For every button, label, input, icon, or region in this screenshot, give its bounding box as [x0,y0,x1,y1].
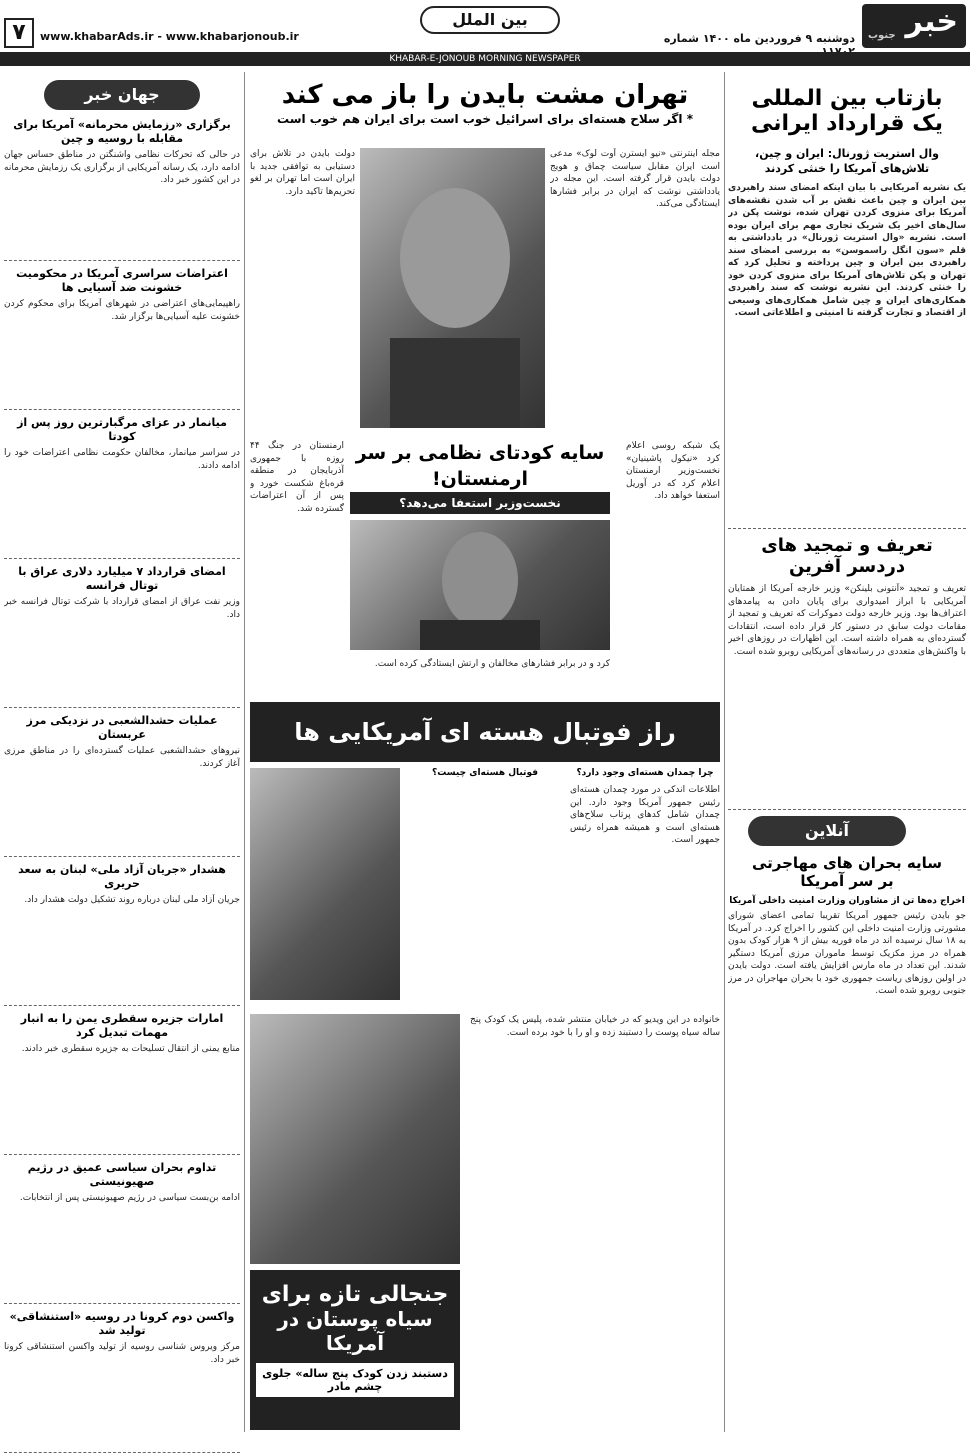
news-body: وزیر نفت عراق از امضای قرارداد با شرکت توتال فرانسه خبر داد. [4,597,240,620]
portrait-image [360,148,545,428]
news-title: امضای قرارداد ۷ میلیارد دلاری عراق با توتال فرانسه [18,565,226,592]
divider [4,1303,240,1304]
masthead [0,0,970,68]
news-title: عملیات حشدالشعبی در نزدیکی مرز عربستان [26,714,218,741]
news-body: در حالی که تحرکات نظامی واشنگتن در مناطق حساس جهان ادامه دارد، یک رسانه آمریکایی از برگزاری یک رزمایش محرمانه در این کشور خبر داد. [4,150,240,185]
s3-title-2: بر سر آمریکا [800,872,894,890]
armenia-body-a: یک شبکه روسی اعلام کرد «نیکول پاشینیان» نخست‌وزیر ارمنستان اعلام کرد که در آوریل استعفا خواهد داد. [626,441,720,501]
news-title: هشدار «جریان آزاد ملی» لبنان به سعد حریری [18,863,226,890]
world-news-badge: جهان خبر [44,80,200,110]
biden-body-a: مجله اینترنتی «نیو ایسترن آوت لوک» مدعی است ایران مقابل سیاست چماق و هویج دولت بایدن قرار گرفته است. این مجله در یادداشتی نوشت که ایران در برابر فشارها ایستادگی می‌کند. [550,149,720,209]
column-rule [244,72,245,1432]
left-column [4,72,240,1432]
news-title: میانمار در عزای مرگبارترین روز پس از کودتا [17,416,227,443]
black-title-1: جنجالی تازه برای [261,1282,449,1307]
armenia-body-c: کرد و در برابر فشارهای مخالفان و ارتش ایستادگی کرده است. [374,659,610,669]
s2-title-1: تعریف و تمجید های [761,535,933,556]
online-badge: آنلاین [748,816,906,846]
subtitle-bar: KHABAR-E-JONOUB MORNING NEWSPAPER [0,52,970,66]
right-column [728,72,966,1432]
section-title: بین الملل [420,6,560,34]
news-title: تداوم بحران سیاسی عمیق در رژیم صهیونیستی [27,1161,217,1188]
pashinyan-photo [350,520,610,650]
biden-body-b: دولت بایدن در تلاش برای دستیابی به توافقی جدید با ایران است اما تهران بر لغو تحریم‌ها تاکید دارد. [250,149,355,197]
divider [4,558,240,559]
armenia-subtitle: نخست‌وزیر استعفا می‌دهد؟ [350,492,610,514]
divider [728,809,966,810]
news-body: مرکز ویروس شناسی روسیه از تولید واکسن استنشاقی کرونا خبر داد. [4,1342,240,1365]
divider [4,707,240,708]
armenia-title: سایه کودتای نظامی بر سر ارمنستان! [355,442,605,490]
divider [4,1154,240,1155]
news-title: امارات جزیره سقطری یمن را به انبار مهمات تبدیل کرد [20,1012,224,1039]
football-section [250,702,720,1006]
news-title: واکسن دوم کرونا در روسیه «استنشاقی» تولید شد [9,1310,235,1337]
s3-title-1: سایه بحران های مهاجرتی [751,854,943,872]
list-item [4,1161,240,1304]
black-body: خانواده در این ویدیو که در خیابان منتشر شده، پلیس یک کودک پنج ساله سیاه پوست را دستبند زده و او را با خود برده است. [470,1015,720,1038]
news-body: جریان آزاد ملی لبنان درباره روند تشکیل دولت هشدار داد. [24,895,240,905]
list-item [4,1310,240,1453]
news-body: نیروهای حشدالشعبی عملیات گسترده‌ای را در مناطق مرزی آغاز کردند. [4,746,240,769]
left-news-list [4,118,240,1453]
black-section [250,1010,720,1434]
list-item [4,267,240,410]
football-sub: چرا چمدان هسته‌ای وجود دارد؟ [576,768,714,778]
black-photo [250,1014,460,1264]
s2-body: تعریف و تمجید «آنتونی بلینکن» وزیر خارجه آمریکا از همتایان آمریکایی با ابراز امیدواری برای پایان دادن به پیامدهای اعتراف‌ها بود. وزیر خارجه دولت دموکرات که تعریف و تمجید از مقامات دولت سابق در دستور کار قرار داده است، انتقادات گسترده‌ای به همراه داشته است. این اظهارات در روزهای اخیر با واکنش‌های متعددی در رسانه‌های آمریکایی روبرو شده است. [728,584,966,657]
news-body: راهپیمایی‌های اعتراضی در شهرهای آمریکا برای محکوم کردن خشونت علیه آسیایی‌ها برگزار شد. [4,299,240,322]
list-item [4,565,240,708]
column-rule [724,72,725,1432]
list-item [4,118,240,261]
armenia-section [250,436,720,698]
news-body: در سراسر میانمار، مخالفان حکومت نظامی اعتراضات خود را ادامه دادند. [4,448,240,471]
black-caption: دستبند زدن کودک پنج ساله» جلوی چشم مادر [256,1363,454,1397]
page-number: ۷ [4,18,34,48]
main-headline: تهران مشت بایدن را باز می کند [281,80,689,110]
news-body: منابع یمنی از انتقال تسلیحات به جزیره سقطری خبر دادند. [21,1044,240,1054]
armenia-body-b: ارمنستان در جنگ ۴۴ روزه با جمهوری آذربایجان در منطقه قره‌باغ شکست خورد و پس از آن اعتراضات گسترده شد. [250,441,344,514]
football-body: اطلاعات اندکی در مورد چمدان هسته‌ای رئیس جمهور آمریکا وجود دارد. این چمدان شامل کدهای پرتاب سلاح‌های هسته‌ای است و همیشه همراه رئیس جمهور است. [570,785,720,845]
news-title: برگزاری «رزمایش محرمانه» آمریکا برای مقابله با روسیه و چین [13,118,231,145]
right-subtitle: وال استریت ژورنال: ایران و چین، تلاش‌های آمریکا را خنثی کردند [755,147,939,175]
websites[interactable]: www.khabarAds.ir - www.khabarjonoub.ir [40,30,299,43]
s2-title-2: دردسر آفرین [788,556,906,577]
main-subheadline: * اگر سلاح هسته‌ای برای اسرائیل خوب است برای ایران هم خوب است [277,112,693,126]
s3-body: جو بایدن رئیس جمهور آمریکا تقریبا تمامی اعضای شورای مشورتی وزارت امنیت داخلی این کشور را اخراج کرد. در آمریکا به ۱۸ سال نرسیده اند در ماه فوریه بیش از ۹ هزار کودک بدون همراه در مرز مکزیک توسط ماموران مرزی آمریکا دستگیر شدند. این تعداد در ماه مارس افزایش یافته است. دولت بایدن در اولین روزهای ریاست جمهوری خود با بحران مهاجران در مرز جنوبی روبرو شده است. [728,911,966,996]
center-top [250,72,720,432]
issue-date: دوشنبه ۹ فروردین ماه ۱۴۰۰ شماره [663,32,855,45]
black-title-box [250,1270,460,1430]
list-item [4,416,240,559]
news-body: ادامه بن‌بست سیاسی در رژیم صهیونیستی پس از انتخابات. [19,1193,240,1203]
portrait-image [350,520,610,650]
divider [4,409,240,410]
right-body: یک نشریه آمریکایی با بیان اینکه امضای سند راهبردی بین ایران و چین باعث نقش بر آب شدن نقشه‌های آمریکا برای منزوی کردن تهران شده، نوشت پکن در سال‌های اخیر یک شریک تجاری مهم برای ایران بوده است. نشریه «وال استریت ژورنال» در یادداشتی به قلم «سون انگل راسموسن» به بررسی امضای سند راهبردی بین ایران و چین پرداخته و تحلیل کرد که تهران و پکن تلاش‌های آمریکا برای منزوی کردن خود را خنثی کردند. این نشریه نوشت که سند راهبردی همکاری‌های ایران و چین شامل همکاری‌های وسیعی از اقتصاد و تجارت گرفته تا امنیتی و اطلاعاتی است. [728,183,966,318]
right-title-2: یک قرارداد ایرانی [750,111,944,136]
football-title: راز فوتبال هسته ای آمریکایی ها چیست؟ [250,702,720,762]
list-item [4,1012,240,1155]
football-illustration [250,768,400,1000]
divider [4,1005,240,1006]
list-item [4,714,240,857]
divider [728,528,966,529]
news-title: اعتراضات سراسری آمریکا در محکومیت خشونت ضد آسیایی ها [16,267,228,294]
divider [4,856,240,857]
divider [4,260,240,261]
logo: خبر جنوب [862,4,966,48]
biden-photo [360,148,545,428]
right-title-1: بازتاب بین المللی [751,86,943,111]
black-title-2: سیاه پوستان در آمریکا [277,1307,433,1355]
list-item [4,863,240,1006]
s3-lead: اخراج ده‌ها تن از مشاوران وزارت امنیت داخلی آمریکا [729,896,965,906]
football-sub2: فوتبال هسته‌ای چیست؟ [432,768,538,778]
